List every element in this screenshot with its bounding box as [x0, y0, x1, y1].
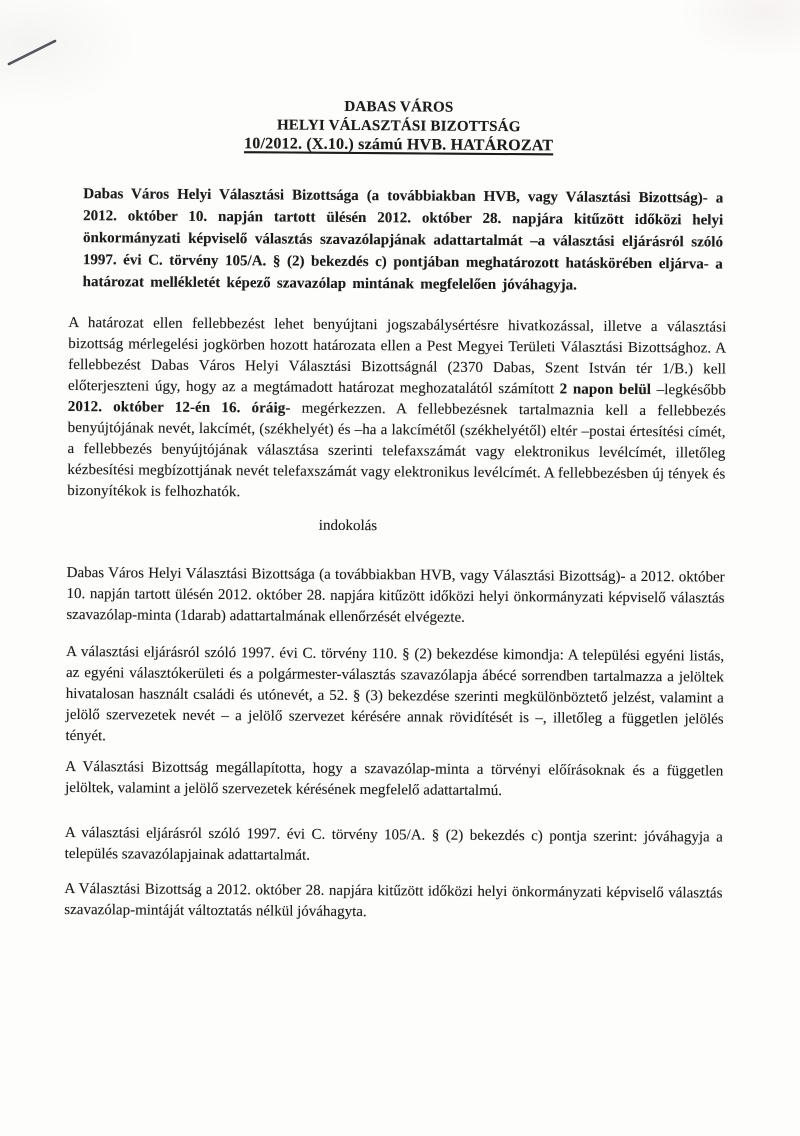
reasoning-paragraph-1: Dabas Város Helyi Választási Bizottsága (a továbbiakban HVB, vagy Választási Bizottság)- a 2012. október 10. napján tartott ülésén 2012. október 28. napjára kitűzött időközi helyi önkormányzati képviselő választás szavazólap-minta (1darab) adattartalmának ellenőrzését elvégezte. — [66, 564, 725, 626]
appeal-paragraph — [67, 312, 726, 506]
document-title — [70, 96, 728, 157]
appeal-deadline-days: 2 napon belül — [559, 380, 652, 398]
appeal-text-2: –legkésőbb — [651, 381, 727, 399]
document-content — [64, 96, 728, 925]
title-committee: HELYI VÁLASZTÁSI BIZOTTSÁG — [276, 116, 521, 135]
title-city: DABAS VÁROS — [344, 98, 454, 116]
scan-shade-topright — [680, 0, 800, 60]
appeal-deadline-date: 2012. október 12-én 16. óráig- — [67, 398, 291, 417]
decision-paragraph: Dabas Város Helyi Választási Bizottsága (a továbbiakban HVB, vagy Választási Bizottság)- a 2012. október 10. napján tartott ülésén 2012. október 28. napjára kitűzött időközi helyi önkormányzati képviselő választás szavazólapjának adattartalmát –a választási eljárásról szóló 1997. évi C. törvény 105/A. § (2) bekezdés c) pontjában meghatározott hatáskörében eljárva- a határozat mellékletét képező szavazólap mintának megfelelően jóváhagyja. — [82, 185, 724, 294]
appeal-text-1: A határozat ellen fellebbezést lehet benyújtani jogszabálysértésre hivatkozással, illetve a választási bizottság mérlegelési jogkörben hozott határozata ellen a Pest Megyei Területi Választási Bizottsághoz. A fellebbezést Dabas Város Helyi Választási Bizottságnál (2370 Dabas, Szent István tér 1/B.) kell előterjeszteni úgy, hogy az a megtámadott határozat meghozatalától számított — [67, 314, 727, 397]
reasoning-paragraph-2: A választási eljárásról szóló 1997. évi C. törvény 110. § (2) bekezdése kimondja: A települési egyéni listás, az egyéni választókerületi és a polgármester-választás szavazólapja ábécé sorrendben tartalmazza a jelöltek hivatalosan használt családi és utónevét, a 52. § (3) bekezdése szerinti megkülönböztető jelzést, valamint a jelölő szervezetek nevét – a jelölő szervezet kérésére annak rövidítését is –, illetőleg a független jelölés tényét. — [65, 643, 725, 744]
reasoning-paragraph-3: A Választási Bizottság megállapította, hogy a szavazólap-minta a törvényi előírásoknak és a független jelöltek, valamint a jelölő szervezetek kérésének megfelelő adattartalmú. — [65, 758, 724, 799]
reasoning-paragraph-4: A választási eljárásról szóló 1997. évi C. törvény 105/A. § (2) bekezdés c) pontja szerint: jóváhagyja a település szavazólapjainak adattartalmát. — [64, 824, 723, 864]
section-heading-indokolas: indokolás — [318, 517, 378, 534]
title-resolution-number: 10/2012. (X.10.) számú HVB. HATÁROZAT — [244, 135, 554, 155]
appeal-text-3: megérkezzen. A fellebbezésnek tartalmaznia kell a fellebbezés benyújtójának nevét, lakcímét, (székhelyét) és –ha a lakcímétől (székhelyétől) eltér –postai értesítési címét, a fellebbezés benyújtójának választása szerinti telefaxszámát vagy elektronikus levélcímét, illetőleg kézbesítési megbízottjának nevét telefaxszámát vagy elektronikus levélcímét. A fellebbezésben új tények és bizonyítékok is felhozhatók. — [67, 400, 726, 500]
reasoning-paragraph-5: A Választási Bizottság a 2012. október 28. napjára kitűzött időközi helyi önkormányzati képviselő választás szavazólap-mintáját változtatás nélkül jóváhagyta. — [64, 880, 723, 920]
pen-mark-icon — [5, 33, 63, 71]
